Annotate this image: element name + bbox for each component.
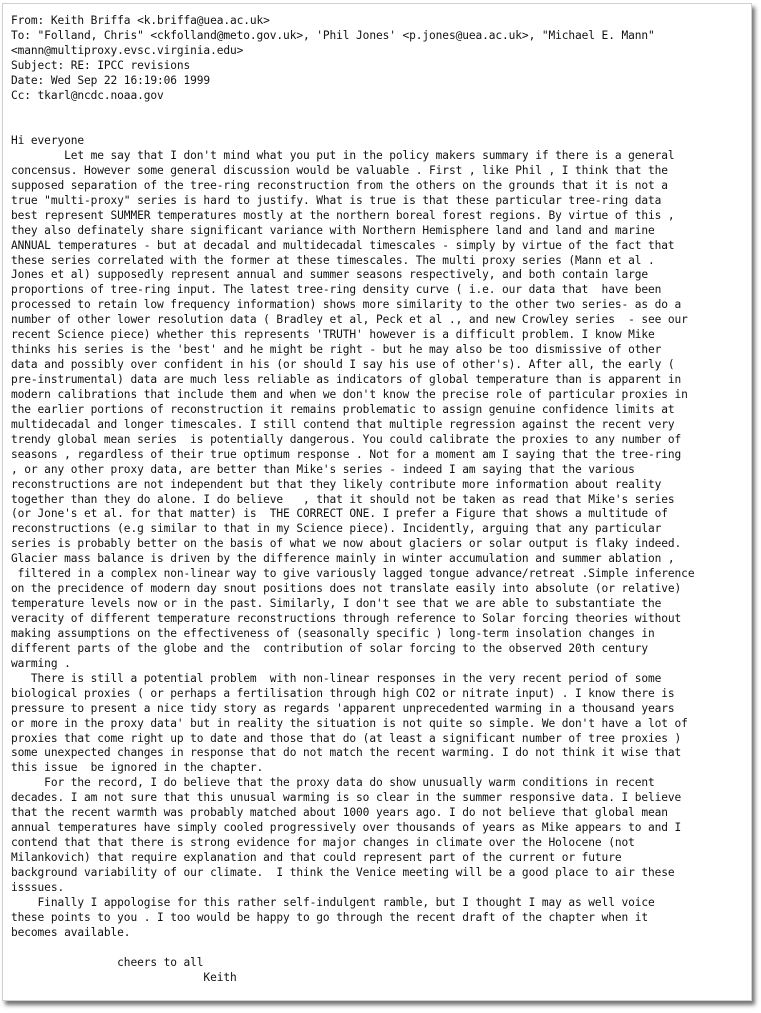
body-line: different parts of the globe and the contribution of solar forcing to the observed 20th century [11, 641, 649, 655]
body-line: true "multi-proxy" series is hard to justify. What is true is that these particular tree-ring data [11, 193, 662, 207]
body-line: together than they do alone. I do believe , that it should not be taken as read that Mike's series [11, 492, 675, 506]
body-line: some unexpected changes in response that do not match the recent warming. I do not think it wise that [11, 746, 682, 760]
body-line: series is probably better on the basis of what we now about glaciers or solar output is flaky indeed. [11, 537, 682, 551]
body-line: cheers to all [11, 955, 204, 969]
body-line: these series correlated with the former at these timescales. The multi proxy series (Mann et al . [11, 253, 655, 267]
body-line: data and possibly over confident in his (or should I say his use of other's). After all, the early ( [11, 358, 675, 372]
body-line: background variability of our climate. I think the Venice meeting will be a good place to air these [11, 865, 675, 879]
body-line: thinks his series is the 'best' and he might be right - but he may also be too dismissive of other [11, 343, 662, 357]
body-line: this issue be ignored in the chapter. [11, 761, 264, 775]
body-line: veracity of different temperature reconstructions through reference to Solar forcing theories without [11, 612, 682, 625]
body-line: Let me say that I don't mind what you put in the policy makers summary if there is a general [11, 148, 675, 162]
body-line: isssues. [11, 880, 65, 894]
email-document [2, 3, 752, 1001]
body-line: number of other lower resolution data ( Bradley et al, Peck et al ., and new Crowley series - see our [11, 313, 688, 327]
body-line: biological proxies ( or perhaps a fertilisation through high CO2 or nitrate input) . I know there is [11, 686, 675, 700]
body-line: filtered in a complex non-linear way to give variously lagged tongue advance/retreat .Simple inference [11, 567, 695, 581]
body-line: pressure to present a nice tidy story as regards 'apparent unprecedented warming in a thousand years [11, 701, 675, 715]
to-header-continued: <mann@multiproxy.evsc.virginia.edu> [11, 44, 244, 57]
body-line: Finally I appologise for this rather self-indulgent ramble, but I thought I may as well voice [11, 895, 655, 909]
body-line: Glacier mass balance is driven by the difference mainly in winter accumulation and summer ablation , [11, 552, 675, 566]
body-line: best represent SUMMER temperatures mostly at the northern boreal forest regions. By virtue of this , [11, 208, 675, 222]
body-line: Milankovich) that require explanation and that could represent part of the current or future [11, 851, 622, 864]
body-line: annual temperatures have simply cooled progressively over thousands of years as Mike appears to and I [11, 821, 682, 835]
body-line: they also definately share significant variance with Northern Hemisphere land and land and marine [11, 223, 655, 237]
body-line: There is still a potential problem with non-linear responses in the very recent period of some [11, 671, 662, 685]
body-line: decades. I am not sure that this unusual warming is so clear in the summer responsive data. I believe [11, 791, 682, 805]
body-line: trendy global mean series is potentially dangerous. You could calibrate the proxies to any number of [11, 432, 682, 446]
body-line: reconstructions (e.g similar to that in my Science piece). Incidently, arguing that any particular [11, 522, 662, 536]
body-line: concensus. However some general discussion would be valuable . First , like Phil , I think that the [11, 163, 668, 177]
body-line: , or any other proxy data, are better than Mike's series - indeed I am saying that the various [11, 462, 635, 476]
body-line: For the record, I do believe that the proxy data do show unusually warm conditions in recent [11, 776, 655, 790]
body-line: Jones et al) supposedly represent annual and summer seasons respectively, and both contain large [11, 268, 649, 282]
body-line: proportions of tree-ring input. The latest tree-ring density curve ( i.e. our data that have been [11, 283, 662, 297]
body-line: multidecadal and longer timescales. I still contend that multiple regression against the recent very [11, 417, 675, 431]
body-line: pre-instrumental) data are much less reliable as indicators of global temperature than is apparent in [11, 373, 682, 386]
cc-header: Cc: tkarl@ncdc.noaa.gov [11, 89, 164, 102]
body-line: contend that that there is strong evidence for major changes in climate over the Holocene (not [11, 836, 635, 850]
body-line: becomes available. [11, 925, 131, 939]
date-header: Date: Wed Sep 22 16:19:06 1999 [11, 74, 211, 87]
body-line: that the recent warmth was probably matched about 1000 years ago. I do not believe that global mean [11, 806, 668, 820]
email-headers [11, 13, 655, 103]
body-line: proxies that come right up to date and those that do (at least a significant number of tree proxies ) [11, 731, 682, 745]
body-line: ANNUAL temperatures - but at decadal and multidecadal timescales - simply by virtue of the fact that [11, 238, 675, 252]
body-line: processed to retain low frequency information) shows more similarity to the other two series- as do a [11, 298, 682, 312]
body-line: Keith [11, 970, 237, 984]
body-line: on the precidence of modern day snout positions does not translate easily into absolute (or relative) [11, 582, 682, 596]
email-body [11, 134, 747, 985]
body-line: modern calibrations that include them and when we don't know the precise role of particular proxies in [11, 387, 688, 401]
subject-header: Subject: RE: IPCC revisions [11, 59, 191, 72]
body-line: the earlier portions of reconstruction it remains problematic to assign genuine confidence limits at [11, 402, 675, 416]
body-line: (or Jone's et al. for that matter) is THE CORRECT ONE. I prefer a Figure that shows a multitude of [11, 507, 668, 521]
body-line: or more in the proxy data' but in reality the situation is not quite so simple. We don't have a lot of [11, 716, 688, 730]
body-line: temperature levels now or in the past. Similarly, I don't see that we are able to substantiate the [11, 597, 662, 611]
body-line: recent Science piece) whether this represents 'TRUTH' however is a difficult problem. I know Mike [11, 328, 655, 342]
body-line: Hi everyone [11, 134, 84, 147]
body-line: reconstructions are not independent but that they likely contribute more information about reality [11, 477, 662, 491]
body-line: making assumptions on the effectiveness of (seasonally specific ) long-term insolation changes in [11, 626, 655, 640]
body-line: these points to you . I too would be happy to go through the recent draft of the chapter when it [11, 910, 649, 924]
body-line: supposed separation of the tree-ring reconstruction from the others on the grounds that it is not a [11, 178, 668, 192]
body-line: seasons , regardless of their true optimum response . Not for a moment am I saying that the tree-ring [11, 447, 682, 461]
body-line: warming . [11, 656, 71, 670]
from-header: From: Keith Briffa <k.briffa@uea.ac.uk> [11, 14, 270, 27]
to-header: To: "Folland, Chris" <ckfolland@meto.gov.uk>, 'Phil Jones' <p.jones@uea.ac.uk>, "Michael E. Mann" [11, 29, 655, 42]
body-line [11, 941, 747, 956]
